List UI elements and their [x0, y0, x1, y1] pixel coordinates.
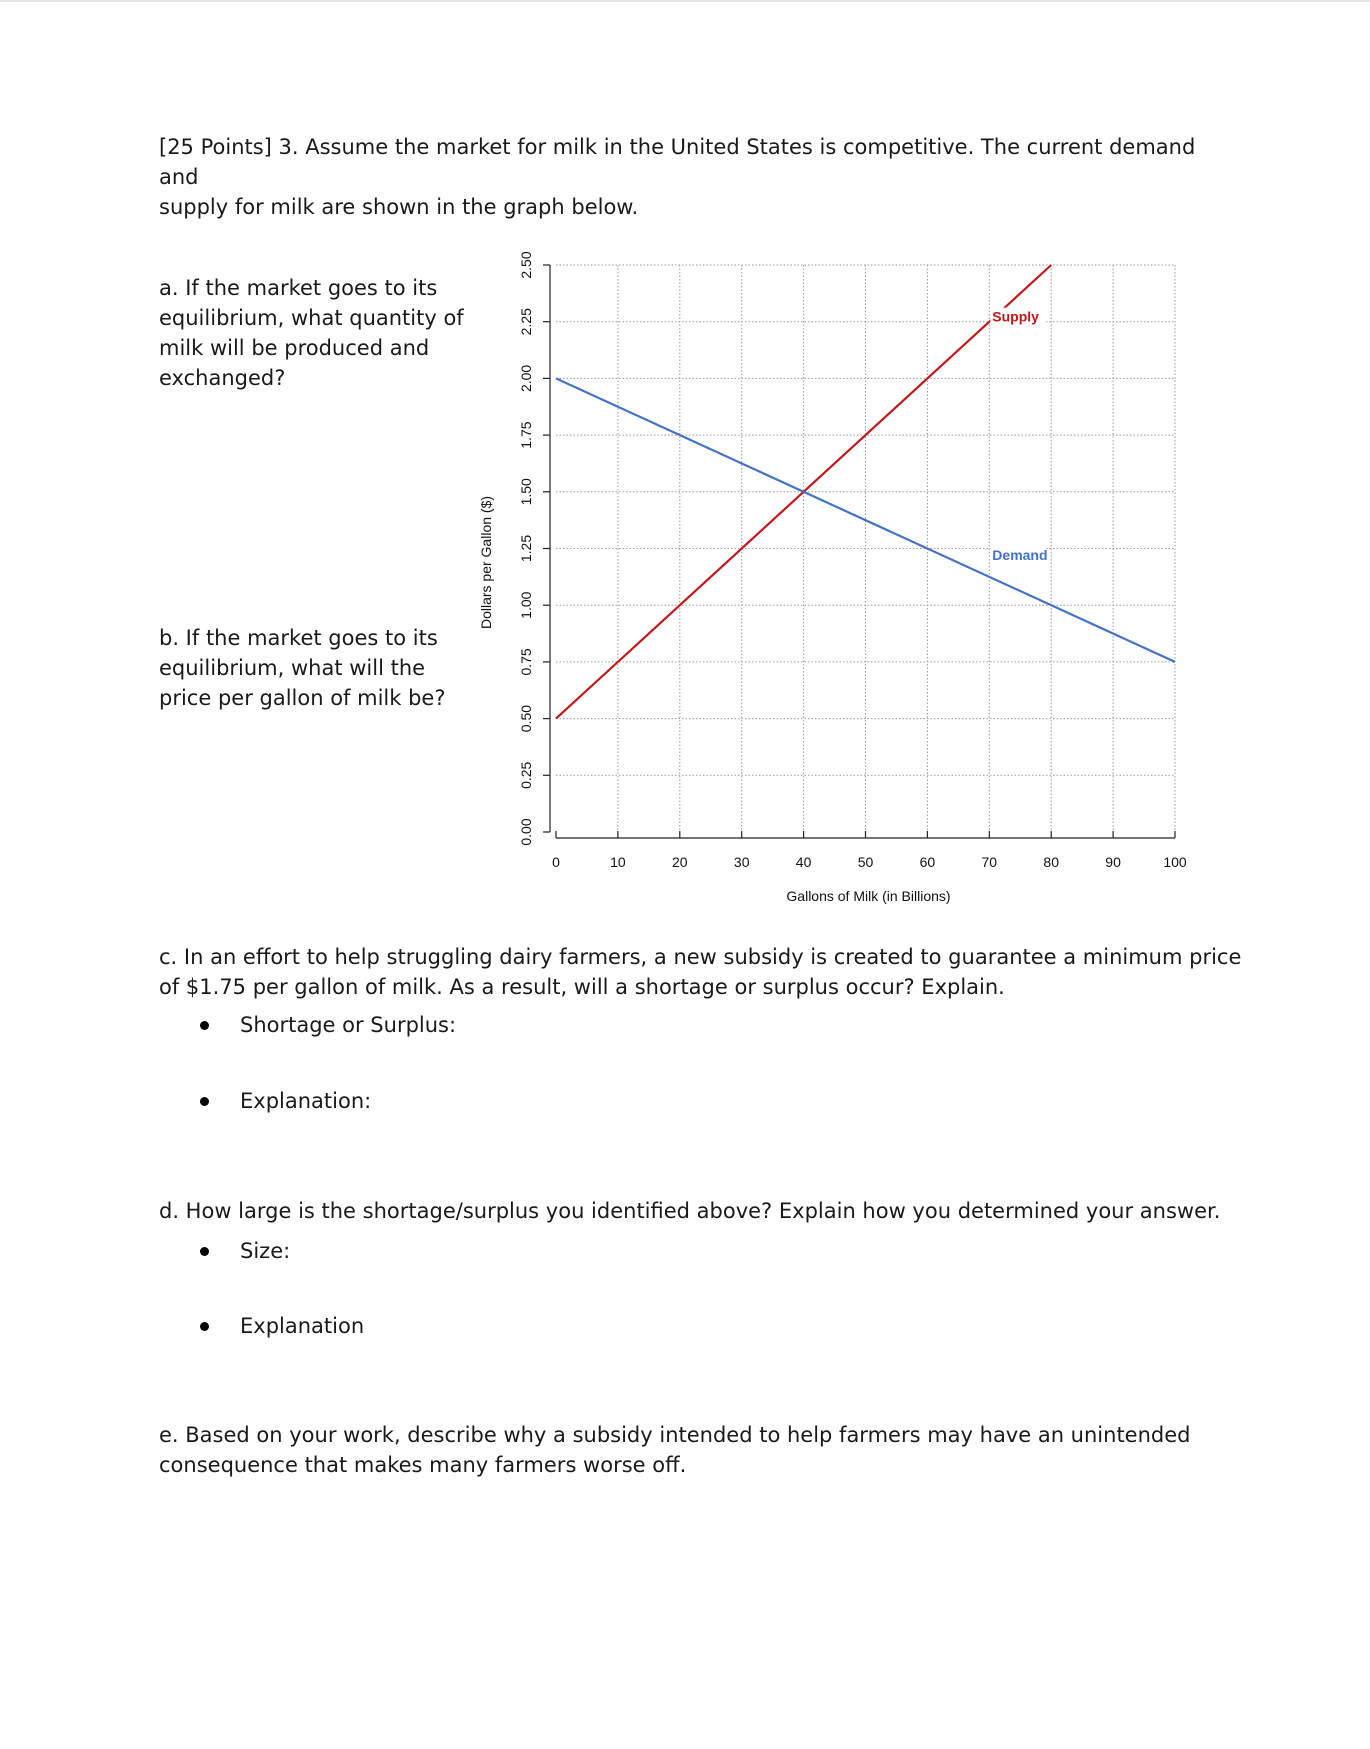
bullet-dot-icon — [200, 1322, 209, 1331]
question-a-line: exchanged? — [159, 366, 286, 390]
question-b-line: b. If the market goes to its — [159, 626, 438, 650]
question-d-line-1: d. How large is the shortage/surplus you identified above? Explain how you determined your answer. — [159, 1199, 1221, 1223]
question-a-line: equilibrium, what quantity of — [159, 306, 464, 330]
question-c — [159, 942, 1259, 1002]
question-e — [159, 1420, 1259, 1480]
intro-line-1: [25 Points] 3. Assume the market for milk in the United States is competitive. The current demand and — [159, 135, 1196, 189]
x-tick-label: 10 — [610, 854, 626, 870]
bullet-label: Size: — [240, 1239, 291, 1263]
question-b — [159, 623, 489, 713]
y-tick-label: 0.50 — [518, 704, 534, 733]
x-tick-label: 30 — [733, 854, 750, 870]
demand-label: Demand — [992, 546, 1048, 563]
x-tick-label: 20 — [672, 854, 688, 870]
question-a-line: a. If the market goes to its — [159, 276, 438, 300]
question-c-line-2: of $1.75 per gallon of milk. As a result, will a shortage or surplus occur? Explain. — [159, 975, 1005, 999]
chart-labels — [478, 496, 951, 904]
question-a — [159, 273, 489, 393]
y-tick-label: 0.75 — [518, 648, 534, 676]
x-tick-label: 80 — [1043, 854, 1059, 870]
y-tick-label: 1.50 — [518, 478, 534, 506]
question-b-line: price per gallon of milk be? — [159, 686, 446, 710]
y-tick-label: 1.75 — [518, 421, 534, 449]
y-tick-label: 2.00 — [518, 364, 534, 393]
bullet-dot-icon — [200, 1097, 209, 1106]
y-tick-label: 0.00 — [518, 818, 534, 846]
y-tick-label: 0.25 — [518, 761, 534, 789]
y-tick-label: 1.25 — [518, 534, 534, 563]
question-e-line-2: consequence that makes many farmers worse off. — [159, 1453, 687, 1477]
chart-grid — [556, 265, 1175, 832]
question-intro — [159, 132, 1239, 222]
x-axis-title: Gallons of Milk (in Billions) — [786, 888, 951, 904]
bullet-dot-icon — [200, 1021, 209, 1030]
bullet-label: Shortage or Surplus: — [240, 1013, 457, 1037]
supply-demand-chart — [470, 240, 1200, 920]
x-tick-label: 100 — [1163, 854, 1187, 870]
y-tick-label: 2.25 — [518, 308, 534, 336]
x-tick-label: 50 — [857, 854, 874, 870]
bullet-label: Explanation: — [240, 1089, 372, 1113]
x-tick-label: 0 — [552, 854, 560, 870]
y-tick-label: 2.50 — [518, 251, 534, 279]
intro-line-2: supply for milk are shown in the graph below. — [159, 195, 639, 219]
x-tick-label: 40 — [795, 854, 812, 870]
question-b-line: equilibrium, what will the — [159, 656, 426, 680]
x-tick-label: 90 — [1105, 854, 1121, 870]
question-e-line-1: e. Based on your work, describe why a subsidy intended to help farmers may have an unintended — [159, 1423, 1191, 1447]
page-top-border — [0, 0, 1370, 2]
question-d — [159, 1196, 1259, 1226]
bullet-dot-icon — [200, 1247, 209, 1256]
y-tick-label: 1.00 — [518, 591, 534, 619]
supply-label: Supply — [992, 308, 1039, 325]
x-tick-label: 70 — [981, 854, 998, 870]
question-c-line-1: c. In an effort to help struggling dairy farmers, a new subsidy is created to guarantee a minimum price — [159, 945, 1242, 969]
question-a-line: milk will be produced and — [159, 336, 430, 360]
y-axis-title: Dollars per Gallon ($) — [478, 495, 494, 630]
x-tick-label: 60 — [919, 854, 936, 870]
bullet-label: Explanation — [240, 1314, 365, 1338]
